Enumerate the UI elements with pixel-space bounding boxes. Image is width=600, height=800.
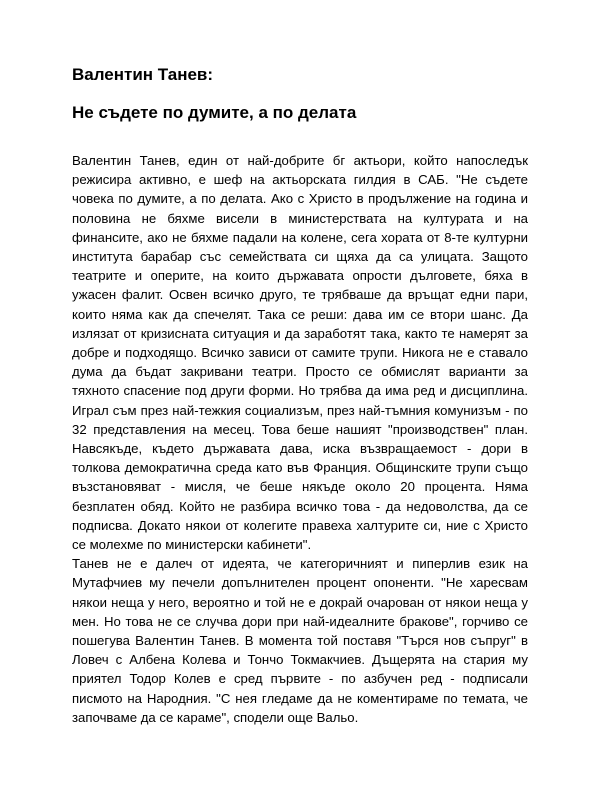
body-paragraph-1: Валентин Танев, един от най-добрите бг актьори, който напоследък режисира активно, е шеф на актьорската гилдия в САБ. "Не съдете човека по думите, а по делата. Ако с Христо в продължение на година и половина не бяхме висели в министерствата на културата и на финансите, ако не бяхме падали на колене, сега хората от 8-те културни института барабар със семействата си щяха да са улицата. Защото театрите и оперите, на които държавата опрости дълговете, бяха в ужасен фалит. Освен всичко друго, те трябваше да връщат едни пари, които няма как да спечелят. Така се реши: дава им се втори шанс. Да излязат от кризисната ситуация и да заработят така, както те намерят за добре и подходящо. Всичко зависи от самите трупи. Никога не е ставало дума да бъдат закривани театри. Просто се обмислят варианти за тяхното спасение под други форми. Но трябва да има ред и дисциплина. Играл съм през най-тежкия социализъм, през най-тъмния комунизъм - по 32 представления на месец. Това беше нашият "производствен" план. Навсякъде, където държавата дава, иска възвращаемост - дори в толкова демократична среда като във Франция. Общинските трупи също възстановяват - мисля, че беше някъде около 20 процента. Няма безплатен обяд. Който не разбира всичко това - да недоволства, да се подписва. Докато някои от колегите правеха халтурите си, ние с Христо се молехме по министерски кабинети". (72, 153, 528, 553)
article-headline: Не съдете по думите, а по делата (72, 103, 357, 122)
body-paragraph-2: Танев не е далеч от идеята, че категоричният и пиперлив език на Мутафчиев му печели допълнителен процент опоненти. "Не харесвам някои неща у него, вероятно и той не е докрай очарован от някои неща у мен. Но това не се случва дори при най-идеалните бракове", горчиво се пошегува Валентин Танев. В момента той поставя "Търся нов съпруг" в Ловеч с Албена Колева и Тончо Токмакчиев. Дъщерята на стария му приятел Тодор Колев е сред първите - по азбучен ред - подписали писмото на Народния. "С нея гледаме да не коментираме по темата, че започваме да се караме", сподели още Вальо. (72, 556, 528, 725)
article-body (72, 151, 528, 727)
author-heading: Валентин Танев: (72, 65, 214, 84)
